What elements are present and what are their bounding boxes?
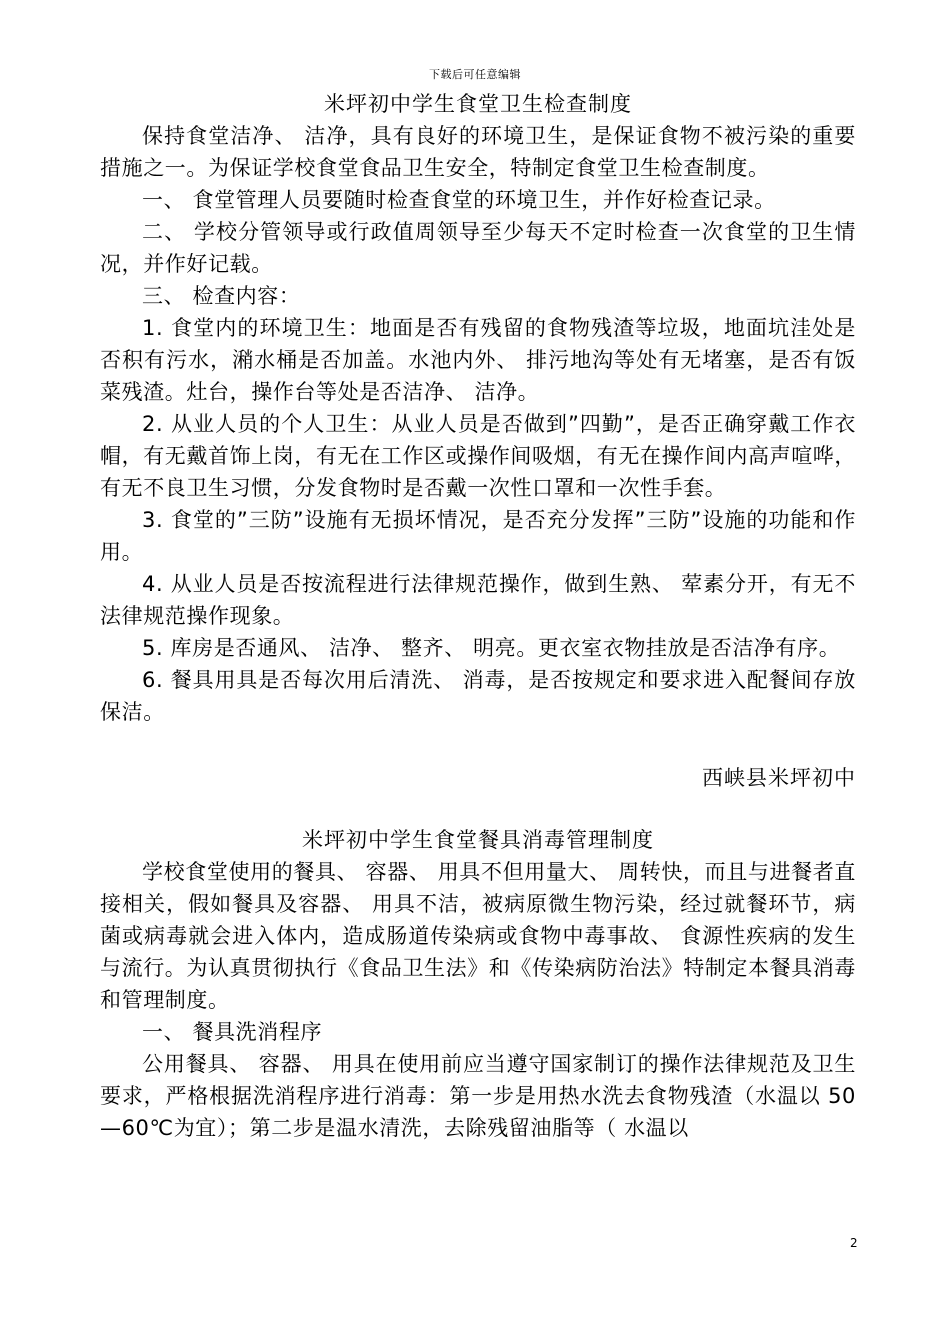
doc1-paragraph: 一、 食堂管理人员要随时检查食堂的环境卫生，并作好检查记录。 [142,188,776,212]
doc1-paragraph: 1. 食堂内的环境卫生：地面是否有残留的食物残渣等垃圾，地面坑洼处是否积有污水，潲水桶是否加盖。水池内外、 排污地沟等处有无堵塞，是否有饭菜残渣。灶台，操作台等处是否洁净、 洁净。 [100,316,856,404]
doc1-signature: 西峡县米坪初中 [702,766,856,790]
doc2-paragraph: 公用餐具、 容器、 用具在使用前应当遵守国家制订的操作法律规范及卫生要求，严格根据洗消程序进行消毒：第一步是用热水洗去食物残渣（水温以 50—60℃为宜）；第二步是温水清洗，去除残留油脂等（ 水温以 [100,1052,856,1140]
doc1-paragraph: 保持食堂洁净、 洁净，具有良好的环境卫生，是保证食物不被污染的重要措施之一。为保证学校食堂食品卫生安全，特制定食堂卫生检查制度。 [100,124,856,180]
document-body [100,88,856,1144]
doc1-title: 米坪初中学生食堂卫生检查制度 [324,92,632,116]
doc2-title: 米坪初中学生食堂餐具消毒管理制度 [302,828,654,852]
doc2-paragraph: 一、 餐具洗消程序 [142,1020,323,1044]
page-number: 2 [850,1236,858,1250]
doc1-paragraph: 三、 检查内容： [142,284,301,308]
doc1-paragraph: 4. 从业人员是否按流程进行法律规范操作，做到生熟、 荤素分开，有无不法律规范操作现象。 [100,572,856,628]
doc1-paragraph: 3. 食堂的”三防”设施有无损坏情况，是否充分发挥”三防”设施的功能和作用。 [100,508,856,564]
doc1-paragraph: 二、 学校分管领导或行政值周领导至少每天不定时检查一次食堂的卫生情况，并作好记载。 [100,220,856,276]
doc1-paragraph: 5. 库房是否通风、 洁净、 整齐、 明亮。更衣室衣物挂放是否洁净有序。 [142,636,841,660]
doc1-paragraph: 2. 从业人员的个人卫生：从业人员是否做到”四勤”，是否正确穿戴工作衣帽，有无戴首饰上岗，有无在工作区或操作间吸烟，有无在操作间内高声喧哗，有无不良卫生习惯，分发食物时是否戴一次性口罩和一次性手套。 [100,412,856,500]
doc1-paragraph: 6. 餐具用具是否每次用后清洗、 消毒，是否按规定和要求进入配餐间存放保洁。 [100,668,856,724]
doc2-paragraph: 学校食堂使用的餐具、 容器、 用具不但用量大、 周转快，而且与进餐者直接相关，假如餐具及容器、 用具不洁，被病原微生物污染，经过就餐环节，病菌或病毒就会进入体内，造成肠道传染病或食物中毒事故、 食源性疾病的发生与流行。为认真贯彻执行《食品卫生法》和《传染病防治法》特制定本餐具消毒和管理制度。 [100,860,856,1012]
header-note: 下载后可任意编辑 [429,68,521,81]
